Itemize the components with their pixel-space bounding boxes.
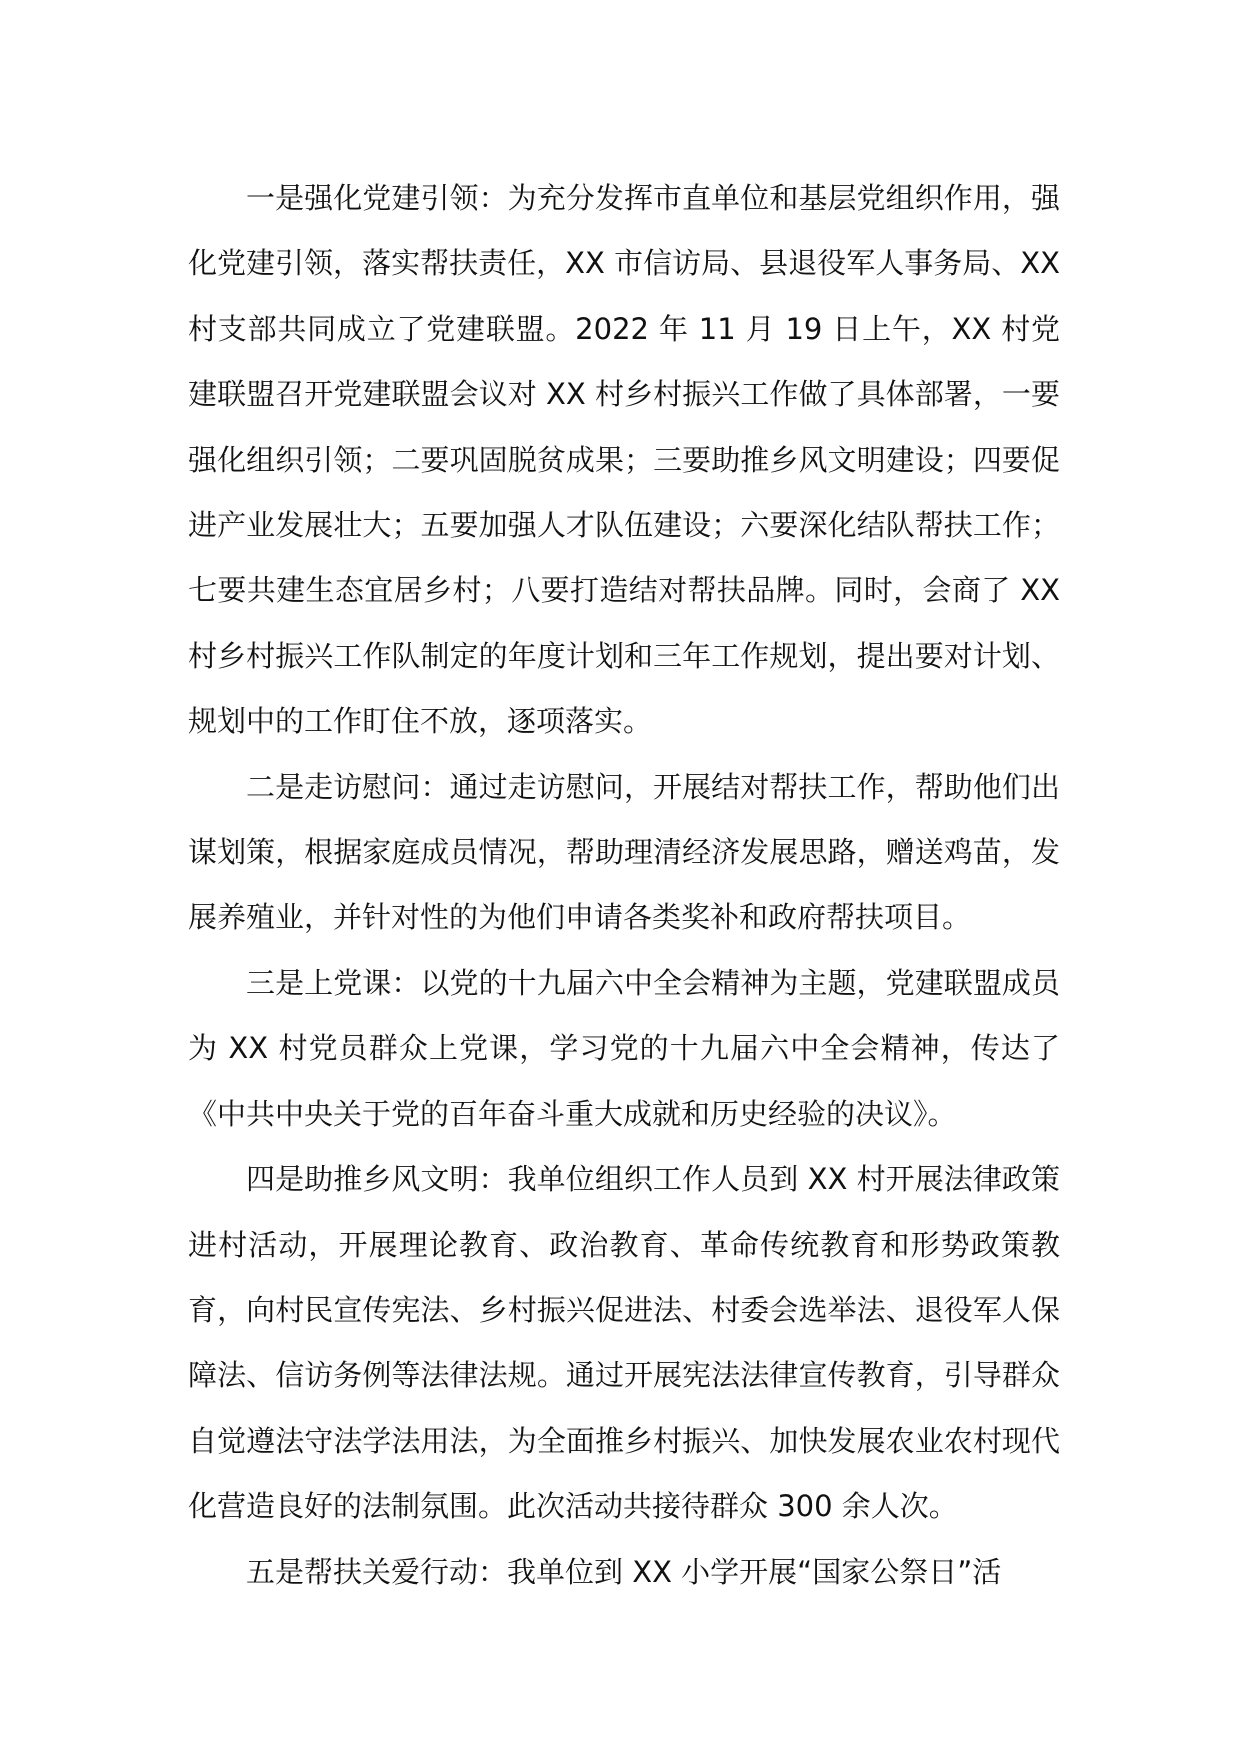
document-body — [188, 166, 1060, 1605]
paragraph-party-lecture: 三是上党课：以党的十九届六中全会精神为主题，党建联盟成员为 XX 村党员群众上党课，学习党的十九届六中全会精神，传达了《中共中央关于党的百年奋斗重大成就和历史经验的决议》。 — [188, 965, 1060, 1131]
paragraph-party-building: 一是强化党建引领：为充分发挥市直单位和基层党组织作用，强化党建引领，落实帮扶责任，XX 市信访局、县退役军人事务局、XX 村支部共同成立了党建联盟。2022 年 11 月 19 日上午，XX 村党建联盟召开党建联盟会议对 XX 村乡村振兴工作做了具体部署，一要强化组织引领；二要巩固脱贫成果；三要助推乡风文明建设；四要促进产业发展壮大；五要加强人才队伍建设；六要深化结队帮扶工作；七要共建生态宜居乡村；八要打造结对帮扶品牌。同时，会商了 XX 村乡村振兴工作队制定的年度计划和三年工作规划，提出要对计划、规划中的工作盯住不放，逐项落实。 — [188, 181, 1060, 739]
paragraph-rural-civilization: 四是助推乡风文明：我单位组织工作人员到 XX 村开展法律政策进村活动，开展理论教育、政治教育、革命传统教育和形势政策教育，向村民宣传宪法、乡村振兴促进法、村委会选举法、退役军人保障法、信访务例等法律法规。通过开展宪法法律宣传教育，引导群众自觉遵法守法学法用法，为全面推乡村振兴、加快发展农业农村现代化营造良好的法制氛围。此次活动共接待群众 300 余人次。 — [188, 1162, 1060, 1524]
paragraph-care-action: 五是帮扶关爱行动：我单位到 XX 小学开展“国家公祭日”活 — [246, 1554, 1002, 1589]
paragraph-visits: 二是走访慰问：通过走访慰问，开展结对帮扶工作，帮助他们出谋划策，根据家庭成员情况，帮助理清经济发展思路，赠送鸡苗，发展养殖业，并针对性的为他们申请各类奖补和政府帮扶项目。 — [188, 769, 1060, 935]
